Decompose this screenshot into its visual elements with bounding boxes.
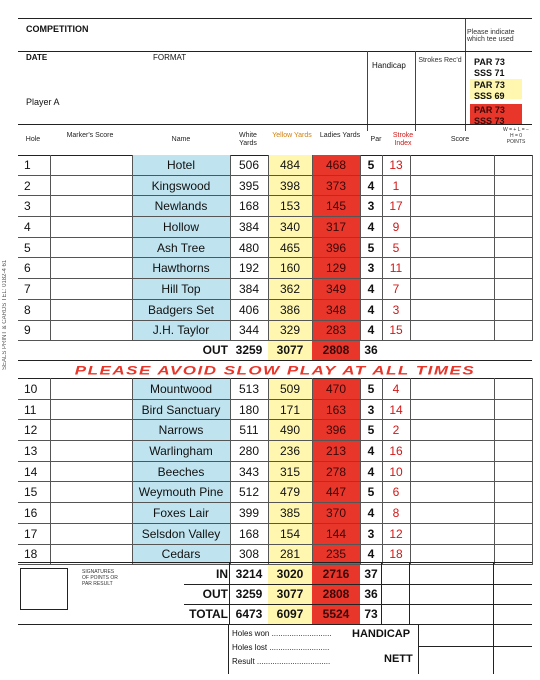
total-yellow: 6097: [268, 605, 312, 624]
white-yards: 511: [230, 420, 268, 441]
stroke-index: 4: [382, 379, 410, 400]
format-label: FORMAT: [153, 53, 187, 62]
marker-score-cell[interactable]: [50, 279, 132, 300]
ladies-yards: 370: [312, 503, 360, 524]
hole-name: Hawthorns: [132, 258, 230, 279]
par-value: 3: [360, 399, 382, 420]
hole-name: Bird Sanctuary: [132, 399, 230, 420]
front-out-yellow: 3077: [268, 341, 312, 360]
stroke-index: 12: [382, 523, 410, 544]
hole-name: Cedars: [132, 544, 230, 565]
hole-name: Kingswood: [132, 175, 230, 196]
ladies-yards: 396: [312, 420, 360, 441]
handicap-label: Handicap: [372, 61, 406, 70]
marker-score-cell[interactable]: [50, 258, 132, 279]
yellow-yards: 386: [268, 299, 312, 320]
points-cell[interactable]: [494, 258, 532, 279]
ladies-yards: 144: [312, 523, 360, 544]
total-row: [18, 605, 418, 624]
yellow-yards: 362: [268, 279, 312, 300]
white-yards: 280: [230, 441, 268, 462]
col-par: Par: [370, 136, 382, 143]
tee-red-par: PAR 73: [474, 105, 505, 115]
points-cell[interactable]: [494, 420, 532, 441]
hole-name: Foxes Lair: [132, 503, 230, 524]
points-cell[interactable]: [494, 279, 532, 300]
in-par: 37: [364, 567, 378, 581]
hole-row: [18, 175, 532, 196]
score-cell[interactable]: [410, 523, 494, 544]
stroke-index: 17: [382, 196, 410, 217]
ladies-yards: 213: [312, 441, 360, 462]
hole-row: [18, 237, 532, 258]
stroke-index: 1: [382, 175, 410, 196]
tee-instruction: Please indicate which tee used: [467, 29, 515, 43]
score-cell[interactable]: [410, 217, 494, 238]
handicap-footer-label: HANDICAP: [352, 628, 411, 640]
marker-score-cell[interactable]: [50, 461, 132, 482]
col-hole: Hole: [25, 136, 41, 143]
hole-number[interactable]: 4: [18, 217, 50, 238]
white-yards: 168: [230, 196, 268, 217]
marker-score-cell[interactable]: [50, 441, 132, 462]
tee-white-sss: SSS 71: [474, 68, 505, 78]
score-cell[interactable]: [410, 441, 494, 462]
hole-number[interactable]: 11: [18, 399, 50, 420]
yellow-yards: 398: [268, 175, 312, 196]
yellow-yards: 236: [268, 441, 312, 462]
score-cell[interactable]: [410, 399, 494, 420]
white-yards: 168: [230, 523, 268, 544]
points-cell[interactable]: [494, 155, 532, 175]
hole-row: [18, 379, 532, 400]
marker-score-cell[interactable]: [50, 320, 132, 341]
marker-score-cell[interactable]: [50, 503, 132, 524]
date-label: DATE: [26, 53, 48, 62]
ladies-yards: 470: [312, 379, 360, 400]
stroke-index: 15: [382, 320, 410, 341]
marker-score-cell[interactable]: [50, 420, 132, 441]
points-cell[interactable]: [494, 320, 532, 341]
front-nine-table: [18, 155, 533, 341]
front-out-ladies: 2808: [312, 341, 360, 360]
marker-score-cell[interactable]: [50, 523, 132, 544]
front-out-label: OUT: [202, 343, 228, 357]
totals-block: [18, 562, 532, 625]
col-ladies-yards: Ladies Yards: [319, 132, 361, 139]
yellow-yards: 281: [268, 544, 312, 565]
hole-name: J.H. Taylor: [132, 320, 230, 341]
stroke-index: 9: [382, 217, 410, 238]
white-yards: 399: [230, 503, 268, 524]
white-yards: 406: [230, 299, 268, 320]
stroke-index: 5: [382, 237, 410, 258]
yellow-yards: 479: [268, 482, 312, 503]
hole-number[interactable]: 5: [18, 237, 50, 258]
hole-name: Newlands: [132, 196, 230, 217]
points-cell[interactable]: [494, 461, 532, 482]
in-row: [18, 565, 418, 584]
tee-yellow-box: [470, 79, 522, 99]
hole-row: [18, 461, 532, 482]
stroke-index: 18: [382, 544, 410, 565]
score-cell[interactable]: [410, 379, 494, 400]
points-cell[interactable]: [494, 299, 532, 320]
par-value: 4: [360, 544, 382, 565]
ladies-yards: 278: [312, 461, 360, 482]
stroke-index: 10: [382, 461, 410, 482]
hole-row: [18, 399, 532, 420]
hole-name: Warlingham: [132, 441, 230, 462]
white-yards: 506: [230, 155, 268, 175]
hole-number[interactable]: 1: [18, 155, 50, 175]
col-marker-score: Marker's Score: [66, 132, 114, 139]
marker-score-cell[interactable]: [50, 217, 132, 238]
tee-yellow-par: PAR 73: [474, 80, 505, 90]
hole-number[interactable]: 8: [18, 299, 50, 320]
score-cell[interactable]: [410, 196, 494, 217]
par-value: 4: [360, 441, 382, 462]
yellow-yards: 160: [268, 258, 312, 279]
score-cell[interactable]: [410, 175, 494, 196]
yellow-yards: 340: [268, 217, 312, 238]
strokes-received-label: Strokes Rec'd: [418, 57, 462, 64]
hole-number[interactable]: 2: [18, 175, 50, 196]
stroke-index: 14: [382, 399, 410, 420]
stroke-index: 16: [382, 441, 410, 462]
hole-name: Beeches: [132, 461, 230, 482]
card-header: [18, 18, 532, 131]
white-yards: 512: [230, 482, 268, 503]
stroke-index: 8: [382, 503, 410, 524]
front-out-par: 36: [364, 343, 378, 357]
par-value: 3: [360, 523, 382, 544]
par-value: 5: [360, 420, 382, 441]
col-yellow-yards: Yellow Yards: [272, 132, 312, 139]
points-cell[interactable]: [494, 399, 532, 420]
par-value: 3: [360, 196, 382, 217]
footer: [18, 624, 532, 676]
in-yellow: 3020: [268, 565, 312, 584]
hole-row: [18, 523, 532, 544]
hole-number[interactable]: 12: [18, 420, 50, 441]
score-cell[interactable]: [410, 320, 494, 341]
marker-score-cell[interactable]: [50, 155, 132, 175]
column-header-row: [18, 124, 532, 156]
ladies-yards: 349: [312, 279, 360, 300]
points-cell[interactable]: [494, 237, 532, 258]
par-value: 4: [360, 279, 382, 300]
par-value: 4: [360, 299, 382, 320]
stroke-index: 11: [382, 258, 410, 279]
signature-caption: SIGNATURES OF POINTS OR PAR RESULT: [82, 569, 118, 587]
ladies-yards: 396: [312, 237, 360, 258]
hole-row: [18, 258, 532, 279]
ladies-yards: 163: [312, 399, 360, 420]
printer-side-text: SEALS PRINT & CARDS TEL: 0182-4 61: [2, 259, 8, 370]
front-out-white: 3259: [235, 343, 263, 357]
col-stroke-index: Stroke Index: [392, 132, 414, 147]
hole-name: Mountwood: [132, 379, 230, 400]
ladies-yards: 348: [312, 299, 360, 320]
ladies-yards: 447: [312, 482, 360, 503]
stroke-index: 2: [382, 420, 410, 441]
hole-name: Weymouth Pine: [132, 482, 230, 503]
par-value: 5: [360, 237, 382, 258]
col-white-yards: White Yards: [239, 132, 257, 147]
points-cell[interactable]: [494, 523, 532, 544]
marker-score-cell[interactable]: [50, 299, 132, 320]
col-name: Name: [171, 136, 191, 143]
white-yards: 513: [230, 379, 268, 400]
hole-row: [18, 320, 532, 341]
par-value: 4: [360, 175, 382, 196]
hole-row: [18, 279, 532, 300]
par-value: 5: [360, 155, 382, 175]
out-white: 3259: [235, 587, 263, 601]
score-cell[interactable]: [410, 503, 494, 524]
points-cell[interactable]: [494, 379, 532, 400]
hole-name: Hollow: [132, 217, 230, 238]
out-yellow: 3077: [268, 585, 312, 604]
score-cell[interactable]: [410, 237, 494, 258]
hole-number[interactable]: 14: [18, 461, 50, 482]
hole-row: [18, 420, 532, 441]
in-white: 3214: [235, 567, 263, 581]
stroke-index: 6: [382, 482, 410, 503]
yellow-yards: 484: [268, 155, 312, 175]
score-cell[interactable]: [410, 461, 494, 482]
out-par: 36: [364, 587, 378, 601]
yellow-yards: 329: [268, 320, 312, 341]
tee-white-par: PAR 73: [474, 57, 505, 67]
white-yards: 384: [230, 217, 268, 238]
ladies-yards: 373: [312, 175, 360, 196]
back-nine-table: [18, 378, 533, 565]
score-cell[interactable]: [410, 482, 494, 503]
yellow-yards: 465: [268, 237, 312, 258]
hole-row: [18, 155, 532, 175]
score-cell[interactable]: [410, 155, 494, 175]
hole-name: Hotel: [132, 155, 230, 175]
out-ladies: 2808: [312, 585, 360, 604]
par-value: 4: [360, 320, 382, 341]
points-cell[interactable]: [494, 217, 532, 238]
marker-score-cell[interactable]: [50, 379, 132, 400]
tee-white-box: [470, 56, 522, 76]
par-value: 4: [360, 217, 382, 238]
hole-number[interactable]: 15: [18, 482, 50, 503]
total-label: TOTAL: [189, 607, 228, 621]
white-yards: 308: [230, 544, 268, 565]
marker-score-cell[interactable]: [50, 196, 132, 217]
total-ladies: 5524: [312, 605, 360, 624]
yellow-yards: 490: [268, 420, 312, 441]
score-cell[interactable]: [410, 279, 494, 300]
marker-score-cell[interactable]: [50, 482, 132, 503]
score-cell[interactable]: [410, 258, 494, 279]
white-yards: 384: [230, 279, 268, 300]
ladies-yards: 317: [312, 217, 360, 238]
white-yards: 344: [230, 320, 268, 341]
hole-number[interactable]: 7: [18, 279, 50, 300]
white-yards: 192: [230, 258, 268, 279]
points-cell[interactable]: [494, 482, 532, 503]
white-yards: 343: [230, 461, 268, 482]
marker-score-cell[interactable]: [50, 175, 132, 196]
holes-lost-line: Holes lost ...........................: [232, 643, 330, 652]
total-par: 73: [364, 607, 378, 621]
hole-name: Badgers Set: [132, 299, 230, 320]
holes-won-line: Holes won ...........................: [232, 629, 332, 638]
yellow-yards: 171: [268, 399, 312, 420]
hole-number[interactable]: 6: [18, 258, 50, 279]
hole-name: Selsdon Valley: [132, 523, 230, 544]
marker-score-cell[interactable]: [50, 399, 132, 420]
points-cell[interactable]: [494, 175, 532, 196]
col-points: W = + L = − H = 0 POINTS: [503, 127, 529, 145]
hole-name: Hill Top: [132, 279, 230, 300]
hole-row: [18, 217, 532, 238]
ladies-yards: 283: [312, 320, 360, 341]
hole-row: [18, 503, 532, 524]
stroke-index: 3: [382, 299, 410, 320]
white-yards: 480: [230, 237, 268, 258]
tee-red-box: [470, 104, 522, 124]
total-white: 6473: [235, 607, 263, 621]
ladies-yards: 129: [312, 258, 360, 279]
front-out-row: [18, 341, 532, 361]
points-cell[interactable]: [494, 441, 532, 462]
yellow-yards: 509: [268, 379, 312, 400]
hole-number[interactable]: 9: [18, 320, 50, 341]
in-label: IN: [216, 567, 228, 581]
white-yards: 395: [230, 175, 268, 196]
par-value: 5: [360, 379, 382, 400]
nett-label: NETT: [384, 653, 413, 665]
hole-number[interactable]: 3: [18, 196, 50, 217]
col-score: Score: [450, 136, 470, 143]
tee-yellow-sss: SSS 69: [474, 91, 505, 101]
stroke-index: 7: [382, 279, 410, 300]
marker-score-cell[interactable]: [50, 237, 132, 258]
hole-number[interactable]: 17: [18, 523, 50, 544]
ladies-yards: 468: [312, 155, 360, 175]
in-ladies: 2716: [312, 565, 360, 584]
score-cell[interactable]: [410, 299, 494, 320]
out-row: [18, 585, 418, 604]
hole-name: Ash Tree: [132, 237, 230, 258]
hole-number[interactable]: 18: [18, 544, 50, 565]
hole-row: [18, 196, 532, 217]
player-label: Player A: [26, 97, 60, 107]
hole-row: [18, 482, 532, 503]
yellow-yards: 315: [268, 461, 312, 482]
slow-play-banner: PLEASE AVOID SLOW PLAY AT ALL TIMES: [74, 364, 476, 378]
out-label: OUT: [202, 587, 228, 601]
hole-name: Narrows: [132, 420, 230, 441]
hole-row: [18, 299, 532, 320]
score-cell[interactable]: [410, 420, 494, 441]
par-value: 4: [360, 503, 382, 524]
ladies-yards: 235: [312, 544, 360, 565]
tee-red-sss: SSS 73: [474, 116, 505, 126]
points-cell[interactable]: [494, 196, 532, 217]
hole-number[interactable]: 16: [18, 503, 50, 524]
hole-number[interactable]: 10: [18, 379, 50, 400]
stroke-index: 13: [382, 155, 410, 175]
result-line: Result .................................: [232, 657, 331, 666]
yellow-yards: 153: [268, 196, 312, 217]
par-value: 5: [360, 482, 382, 503]
competition-label: COMPETITION: [26, 24, 89, 34]
points-cell[interactable]: [494, 503, 532, 524]
yellow-yards: 154: [268, 523, 312, 544]
hole-number[interactable]: 13: [18, 441, 50, 462]
white-yards: 180: [230, 399, 268, 420]
ladies-yards: 145: [312, 196, 360, 217]
par-value: 4: [360, 461, 382, 482]
par-value: 3: [360, 258, 382, 279]
hole-row: [18, 441, 532, 462]
yellow-yards: 385: [268, 503, 312, 524]
